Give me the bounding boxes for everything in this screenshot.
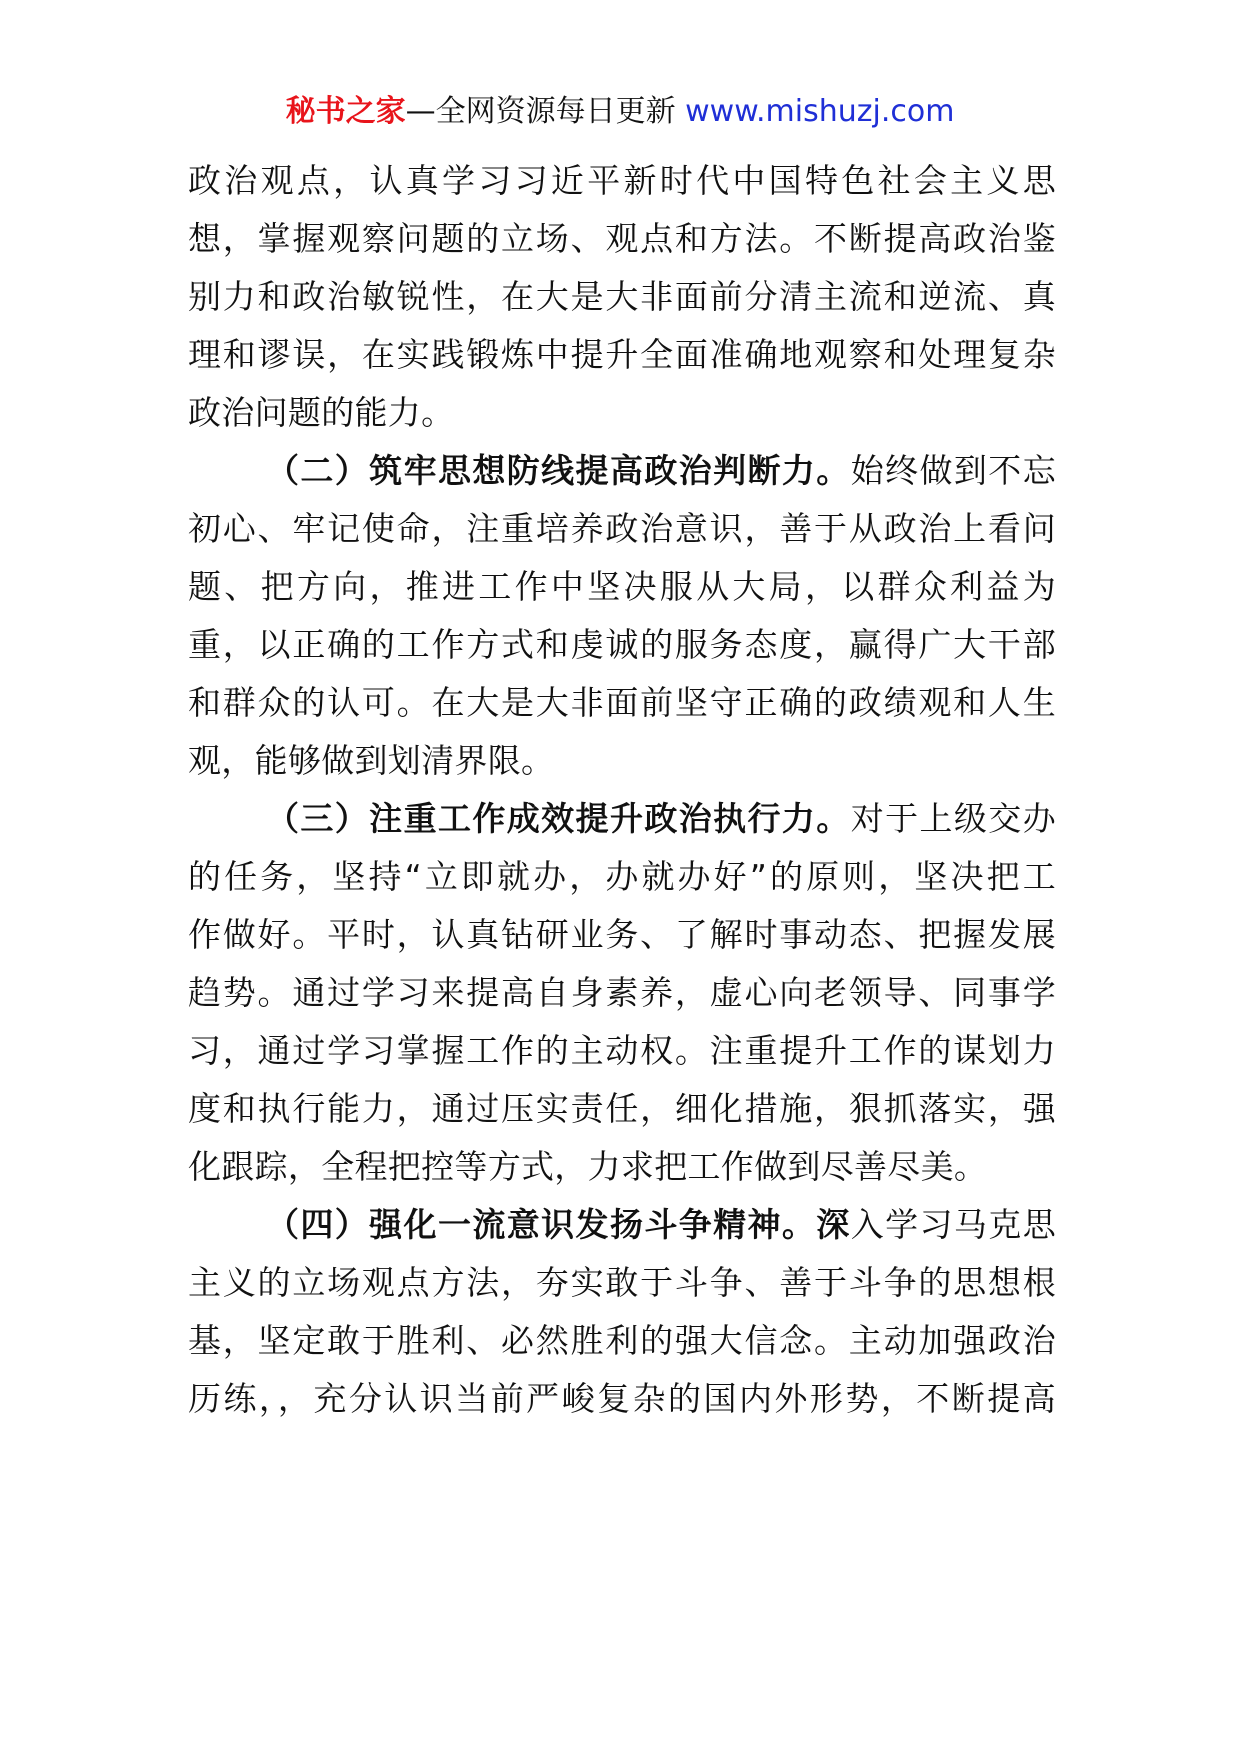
text-line: 和群众的认可。在大是大非面前坚守正确的政绩观和人生	[188, 683, 1056, 722]
text-line: 度和执行能力，通过压实责任，细化措施，狠抓落实，强	[188, 1089, 1056, 1128]
text-line: 作做好。平时，认真钻研业务、了解时事动态、把握发展	[188, 915, 1056, 954]
text-line: 化跟踪，全程把控等方式，力求把工作做到尽善尽美。	[188, 1147, 988, 1186]
site-url: www.mishuzj.com	[685, 94, 955, 129]
text-line: 的任务，坚持“立即就办，办就办好”的原则，坚决把工	[188, 857, 1056, 896]
text-line: 历练，，充分认识当前严峻复杂的国内外形势，不断提高	[188, 1379, 1056, 1418]
brand-name: 秘书之家	[285, 94, 406, 129]
text-line: 别力和政治敏锐性，在大是大非面前分清主流和逆流、真	[188, 277, 1056, 316]
section-heading: （三）注重工作成效提升政治执行力。	[266, 799, 851, 838]
text-line: 想，掌握观察问题的立场、观点和方法。不断提高政治鉴	[188, 219, 1056, 258]
text-line: 重，以正确的工作方式和虔诚的服务态度，赢得广大干部	[188, 625, 1056, 664]
text-line: 理和谬误，在实践锻炼中提升全面准确地观察和处理复杂	[188, 335, 1056, 374]
text-line: 主义的立场观点方法，夯实敢于斗争、善于斗争的思想根	[188, 1263, 1056, 1302]
section-heading-line: （三）注重工作成效提升政治执行力。对于上级交办	[266, 799, 1056, 838]
section-heading: （二）筑牢思想防线提高政治判断力。	[266, 451, 851, 490]
text-line: 题、把方向，推进工作中坚决服从大局，以群众利益为	[188, 567, 1056, 606]
text-line: 初心、牢记使命，注重培养政治意识，善于从政治上看问	[188, 509, 1056, 548]
section-heading: （四）强化一流意识发扬斗争精神。深	[266, 1205, 851, 1244]
site-watermark-header	[0, 92, 1240, 132]
tagline: —全网资源每日更新	[405, 94, 686, 129]
text-line: 政治问题的能力。	[188, 393, 455, 432]
text-line: 基，坚定敢于胜利、必然胜利的强大信念。主动加强政治	[188, 1321, 1056, 1360]
section-heading-line: （二）筑牢思想防线提高政治判断力。始终做到不忘	[266, 451, 1056, 490]
text-line: 政治观点，认真学习习近平新时代中国特色社会主义思	[188, 161, 1056, 200]
text-line: 趋势。通过学习来提高自身素养，虚心向老领导、同事学	[188, 973, 1056, 1012]
text-line: 习，通过学习掌握工作的主动权。注重提升工作的谋划力	[188, 1031, 1056, 1070]
section-heading-line: （四）强化一流意识发扬斗争精神。深入学习马克思	[266, 1205, 1056, 1244]
text-line: 观，能够做到划清界限。	[188, 741, 555, 780]
